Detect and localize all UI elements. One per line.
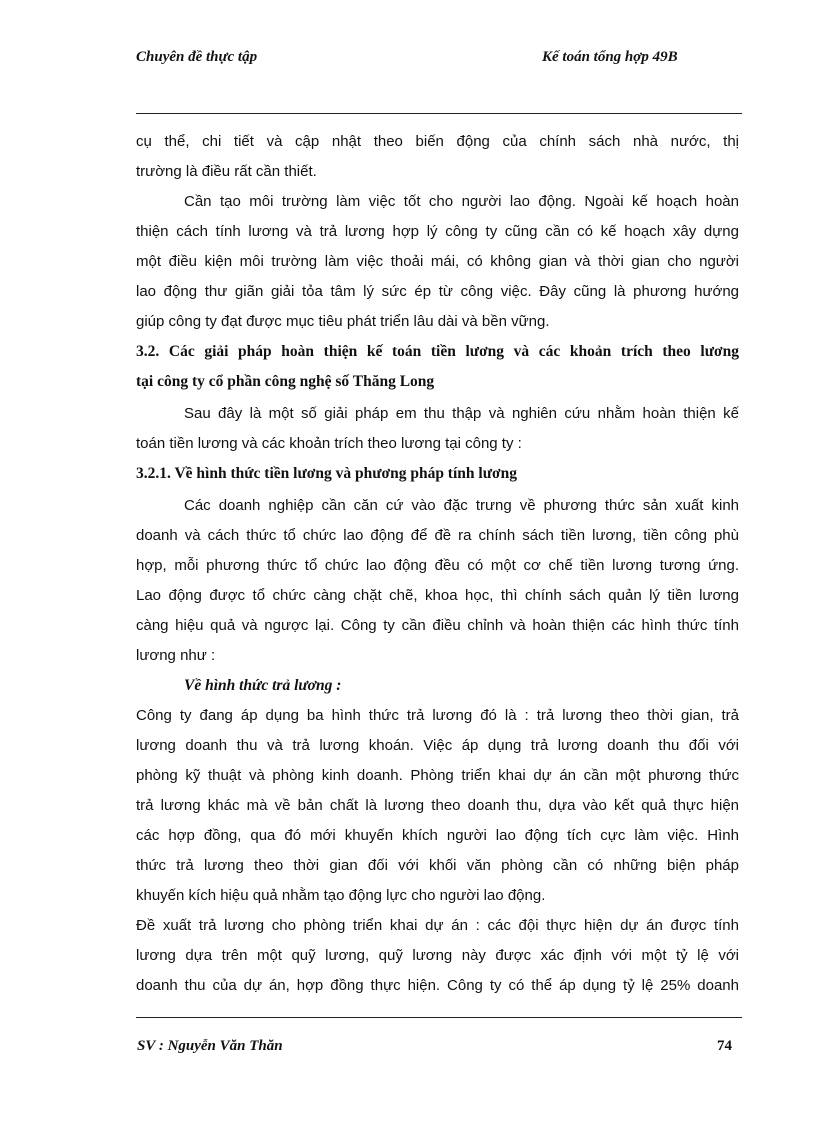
body-line: doanh thu của dự án, hợp đồng thực hiện. Công ty có thể áp dụng tỷ lệ 25% doanh	[136, 977, 739, 994]
body-line: lương doanh thu và trả lương khoán. Việc áp dụng trả lương doanh thu đối với	[136, 737, 739, 754]
body-line: toán tiền lương và các khoản trích theo lương tại công ty :	[136, 435, 522, 452]
footer-author: SV : Nguyễn Văn Thăn	[137, 1038, 283, 1054]
header-divider	[136, 113, 742, 114]
section-heading: 3.2. Các giải pháp hoàn thiện kế toán tiền lương và các khoản trích theo lương	[136, 343, 739, 360]
italic-subheading: Về hình thức trả lương :	[184, 677, 342, 694]
section-heading: tại công ty cổ phần công nghệ số Thăng Long	[136, 373, 435, 390]
body-line: Lao động được tổ chức càng chặt chẽ, khoa học, thì chính sách quản lý tiền lương	[136, 587, 739, 604]
body-line: Sau đây là một số giải pháp em thu thập và nghiên cứu nhằm hoàn thiện kế	[184, 405, 739, 422]
body-line: lương như :	[136, 647, 216, 664]
body-line: Cần tạo môi trường làm việc tốt cho người lao động. Ngoài kế hoạch hoàn	[184, 193, 739, 210]
page-number: 74	[717, 1038, 732, 1054]
body-line: cụ thể, chi tiết và cập nhật theo biến động của chính sách nhà nước, thị	[136, 133, 739, 150]
footer-divider	[136, 1017, 742, 1018]
body-line: một điều kiện môi trường làm việc thoải mái, có không gian và thời gian cho người	[136, 253, 739, 270]
body-line: trường là điều rất cần thiết.	[136, 163, 317, 180]
body-line: thức trả lương theo thời gian đối với khối văn phòng cần có những biện pháp	[136, 857, 739, 874]
body-line: Đề xuất trả lương cho phòng triển khai dự án : các đội thực hiện dự án được tính	[136, 917, 739, 934]
body-line: khuyến kích hiệu quả nhằm tạo động lực cho người lao động.	[136, 887, 546, 904]
body-line: phòng kỹ thuật và phòng kinh doanh. Phòng triển khai dự án cần một phương thức	[136, 767, 739, 784]
body-line: càng hiệu quả và ngược lại. Công ty cần điều chỉnh và hoàn thiện các hình thức tính	[136, 617, 739, 634]
body-line: Các doanh nghiệp cần căn cứ vào đặc trưng về phương thức sản xuất kinh	[184, 497, 739, 514]
header-left-title: Chuyên đề thực tập	[136, 49, 258, 65]
body-line: trả lương khác mà về bản chất là lương theo doanh thu, dựa vào kết quả thực hiện	[136, 797, 739, 814]
body-line: doanh và cách thức tổ chức lao động để đề ra chính sách tiền lương, tiền công phù	[136, 527, 739, 544]
subsection-heading: 3.2.1. Về hình thức tiền lương và phương pháp tính lương	[136, 465, 517, 482]
body-line: các hợp đồng, qua đó mới khuyến khích người lao động tích cực làm việc. Hình	[136, 827, 739, 844]
body-line: giúp công ty đạt được mục tiêu phát triển lâu dài và bền vững.	[136, 313, 550, 330]
body-line: hợp, mỗi phương thức tổ chức lao động đều có một cơ chế tiền lương tương ứng.	[136, 557, 739, 574]
header-right-title: Kế toán tổng hợp 49B	[542, 49, 678, 65]
body-line: thiện cách tính lương và trả lương hợp lý công ty cũng cần có kế hoạch xây dựng	[136, 223, 739, 240]
body-line: Công ty đang áp dụng ba hình thức trả lương đó là : trả lương theo thời gian, trả	[136, 707, 739, 724]
body-line: lương dựa trên một quỹ lương, quỹ lương này được xác định với một tỷ lệ với	[136, 947, 739, 964]
body-line: lao động thư giãn giải tỏa tâm lý sức ép từ công việc. Đây cũng là phương hướng	[136, 283, 739, 300]
